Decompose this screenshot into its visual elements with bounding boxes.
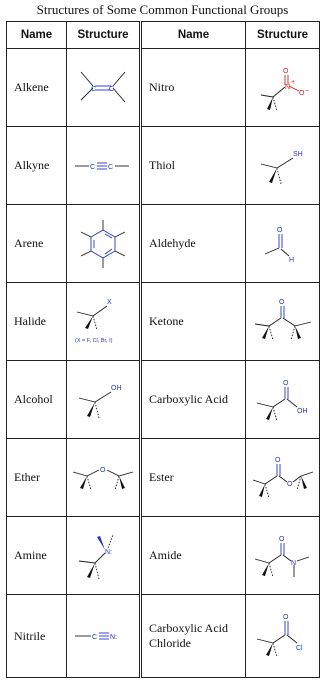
nitrile-structure-icon <box>71 621 135 651</box>
svg-text:O: O <box>282 67 288 75</box>
table-row <box>7 283 320 361</box>
svg-text:O: O <box>282 614 288 621</box>
svg-text:C: C <box>92 634 98 641</box>
ether-structure-icon <box>69 448 137 508</box>
arene-structure-icon <box>71 214 135 274</box>
svg-text:O: O <box>100 466 106 474</box>
structure-cell-right <box>246 49 320 127</box>
svg-text:O: O <box>286 480 292 488</box>
structure-cell-left <box>67 283 141 361</box>
row-name-right: Carboxylic Acid Chloride <box>141 595 246 678</box>
table-row <box>7 517 320 595</box>
structure-cell-right <box>246 205 320 283</box>
halide-note: (X = F, Cl, Br, I) <box>75 337 113 344</box>
header-structure-right: Structure <box>246 22 320 49</box>
row-name-right: Amide <box>141 517 246 595</box>
svg-text:O: O <box>274 456 280 464</box>
table-row <box>7 127 320 205</box>
alkene-structure-icon <box>71 58 135 118</box>
svg-text:O: O <box>282 379 288 387</box>
svg-text:OH: OH <box>296 407 307 415</box>
table-row <box>7 439 320 517</box>
structure-cell-left <box>67 205 141 283</box>
row-name-right: Ester <box>141 439 246 517</box>
row-name-left: Alcohol <box>7 361 67 439</box>
structure-cell-right <box>246 517 320 595</box>
svg-text:O: O <box>278 298 284 306</box>
acid-chloride-structure-icon <box>249 603 317 669</box>
svg-text:O: O <box>298 89 304 97</box>
structure-cell-right <box>246 439 320 517</box>
header-name-right: Name <box>141 22 246 49</box>
nitro-structure-icon <box>251 55 315 121</box>
table-row <box>7 205 320 283</box>
table-row <box>7 595 320 678</box>
svg-text:C: C <box>90 163 96 171</box>
svg-text:C: C <box>109 85 115 93</box>
table-row <box>7 49 320 127</box>
svg-text:OH: OH <box>111 384 122 392</box>
alcohol-structure-icon <box>71 370 135 430</box>
structure-cell-left <box>67 49 141 127</box>
structure-cell-left <box>67 439 141 517</box>
svg-text:+: + <box>290 78 295 86</box>
row-name-left: Nitrile <box>7 595 67 678</box>
svg-text:N:: N: <box>105 548 112 556</box>
functional-groups-table <box>6 21 320 678</box>
alkyne-structure-icon <box>71 151 135 181</box>
structure-cell-left <box>67 361 141 439</box>
row-name-left: Halide <box>7 283 67 361</box>
amine-structure-icon <box>71 523 135 589</box>
row-name-right: Carboxylic Acid <box>141 361 246 439</box>
carboxylic-acid-structure-icon <box>249 369 317 431</box>
structure-cell-left <box>67 517 141 595</box>
svg-text:X: X <box>107 298 112 306</box>
ketone-structure-icon <box>249 292 317 352</box>
row-name-right: Thiol <box>141 127 246 205</box>
svg-text:C: C <box>108 163 114 171</box>
svg-text:H: H <box>288 256 294 264</box>
svg-text:N:: N: <box>110 634 117 641</box>
svg-text:O: O <box>276 226 282 234</box>
row-name-left: Alkene <box>7 49 67 127</box>
svg-text:−: − <box>304 87 309 95</box>
structure-cell-right <box>246 127 320 205</box>
row-name-left: Ether <box>7 439 67 517</box>
svg-text:SH: SH <box>292 150 303 158</box>
header-name-left: Name <box>7 22 67 49</box>
structure-cell-right <box>246 361 320 439</box>
svg-text:O: O <box>278 535 284 543</box>
structure-cell-left <box>67 595 141 678</box>
thiol-structure-icon <box>251 136 315 196</box>
amide-structure-icon <box>249 525 317 587</box>
svg-text:C: C <box>91 85 97 93</box>
svg-text:N: N <box>290 559 296 567</box>
page-title: Structures of Some Common Functional Groups <box>36 2 289 17</box>
row-name-right: Aldehyde <box>141 205 246 283</box>
aldehyde-structure-icon <box>251 214 315 274</box>
row-name-left: Alkyne <box>7 127 67 205</box>
structure-cell-left <box>67 127 141 205</box>
row-name-right: Ketone <box>141 283 246 361</box>
row-name-right: Nitro <box>141 49 246 127</box>
structure-cell-right <box>246 283 320 361</box>
table-row <box>7 361 320 439</box>
svg-text:Cl: Cl <box>295 645 303 652</box>
row-name-left: Amine <box>7 517 67 595</box>
svg-text:N: N <box>284 83 290 91</box>
header-structure-left: Structure <box>67 22 141 49</box>
halide-structure-icon <box>69 292 137 352</box>
structure-cell-right <box>246 595 320 678</box>
table-header-row <box>7 22 320 49</box>
ester-structure-icon <box>249 448 317 508</box>
row-name-left: Arene <box>7 205 67 283</box>
